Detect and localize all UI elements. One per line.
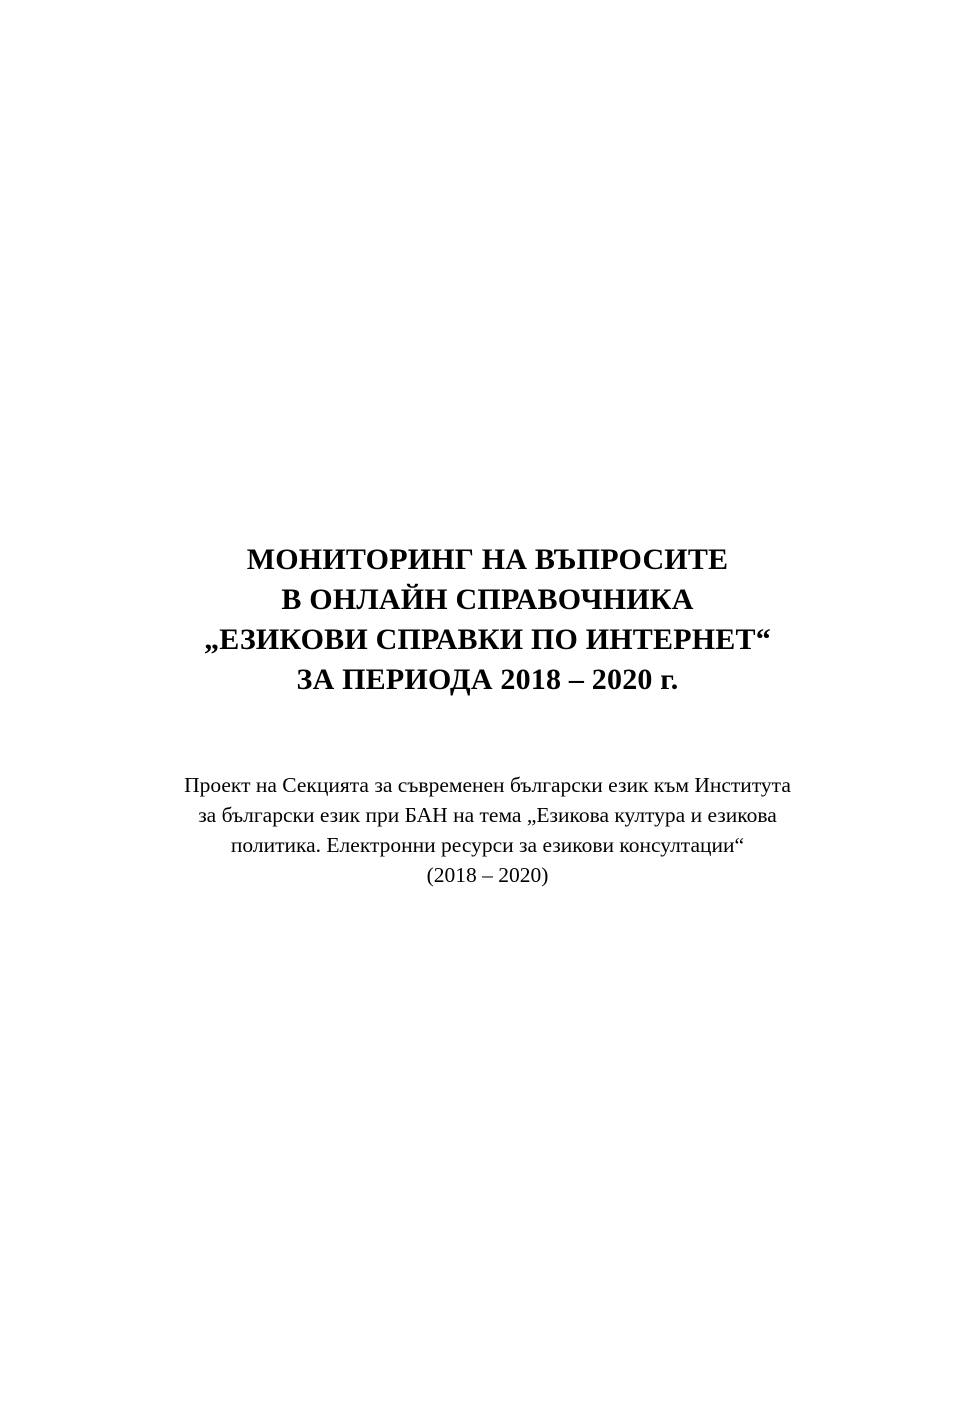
project-subtitle — [118, 770, 858, 890]
title-line-2: В ОНЛАЙН СПРАВОЧНИКА — [281, 583, 694, 616]
title-line-3: „ЕЗИКОВИ СПРАВКИ ПО ИНТЕРНЕТ“ — [204, 623, 771, 656]
title-line-4: ЗА ПЕРИОДА 2018 – 2020 г. — [296, 663, 679, 696]
page-title — [0, 540, 975, 700]
subtitle-line-3: политика. Електронни ресурси за езикови консултации“ — [230, 833, 745, 857]
subtitle-line-2: за български език при БАН на тема „Езикова култура и езикова — [198, 803, 777, 827]
subtitle-period: (2018 – 2020) — [426, 863, 549, 887]
subtitle-line-1: Проект на Секцията за съвременен български език към Института — [184, 773, 791, 797]
title-line-1: МОНИТОРИНГ НА ВЪПРОСИТЕ — [246, 543, 729, 576]
